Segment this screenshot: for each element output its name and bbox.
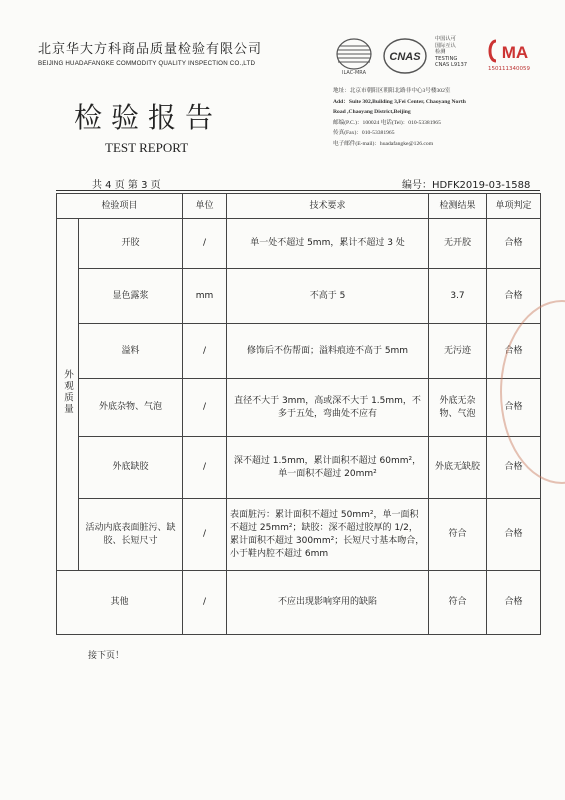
zip-tel: 邮编(P.C.)：100024 电话(Tel)：010-53381965 [333,119,441,126]
cell-requirement: 不高于 5 [227,269,429,324]
table-row [57,379,541,437]
cell-result: 无开胶 [429,219,487,269]
table-row [57,571,541,635]
page-title-en: TEST REPORT [105,140,189,155]
cell-unit: / [183,571,227,635]
cell-result: 外底无杂物、气泡 [429,379,487,437]
cell-requirement: 表面脏污：累计面积不超过 50mm²，单一面积不超过 25mm²；缺胶：深不超过胶厚的 1/2，累计面积不超过 300mm²；长短尺寸基本吻合，小于鞋内腔不超过 6mm [227,499,429,571]
cell-item: 显色露浆 [79,269,183,324]
cell-unit: / [183,437,227,499]
cnas-logo-icon [382,36,428,76]
cell-item: 溢料 [79,324,183,379]
cnas-caption-line: 国际互认 [435,42,456,49]
cell-item: 外底缺胶 [79,437,183,499]
cell-item: 外底杂物、气泡 [79,379,183,437]
cnas-logo-text: CNAS [389,51,421,63]
cell-result: 3.7 [429,269,487,324]
cell-unit: / [183,499,227,571]
cell-requirement: 修饰后不伤帮面；溢料痕迹不高于 5mm [227,324,429,379]
contact-block [333,86,538,149]
cell-verdict: 合格 [487,324,541,379]
cell-unit: mm [183,269,227,324]
table-header-row [57,194,541,219]
col-header-result: 检测结果 [429,194,487,219]
org-name-en: BEIJING HUADAFANGKE COMMODITY QUALITY INSPECTION CO.,LTD [38,60,256,67]
cell-unit: / [183,379,227,437]
col-header-unit: 单位 [183,194,227,219]
page-title: 检验报告 [74,101,223,134]
cell-requirement: 深不超过 1.5mm，累计面积不超过 60mm²，单一面积不超过 20mm² [227,437,429,499]
cell-item: 活动内底表面脏污、缺胶、长短尺寸 [79,499,183,571]
divider [56,190,540,191]
continued-note: 接下页！ [88,651,125,661]
cnas-caption-line: 检测 [435,49,446,56]
cell-verdict: 合格 [487,379,541,437]
inspection-table [56,193,541,635]
table-row [57,219,541,269]
cell-verdict: 合格 [487,571,541,635]
cell-verdict: 合格 [487,219,541,269]
table-row [57,437,541,499]
group-label-cell [57,219,79,571]
cnas-caption [435,36,467,69]
cma-number: 150111340059 [488,66,530,72]
cnas-caption-line: TESTING [435,55,458,62]
table-row [57,324,541,379]
cell-unit: / [183,324,227,379]
cell-item: 开胶 [79,219,183,269]
email: 电子邮件(E-mail)：huadafangke@126.com [333,140,434,147]
table-row [57,499,541,571]
cell-result: 无污迹 [429,324,487,379]
cnas-caption-line: 中国认可 [435,36,456,42]
svg-text:ILAC-MRA: ILAC-MRA [341,70,367,76]
ilac-logo-icon [332,36,376,76]
cell-result: 外底无缺胶 [429,437,487,499]
col-header-item: 检验项目 [57,194,183,219]
cell-requirement: 直径不大于 3mm，高或深不大于 1.5mm，不多于五处，弯曲处不应有 [227,379,429,437]
group-label: 外观质量 [62,369,73,415]
org-name-cn: 北京华大方科商品质量检验有限公司 [38,42,263,57]
page-counter: 共 4 页 第 3 页 [92,180,161,191]
address-en-line-2: Road ,Chaoyang District,Beijing [333,109,411,115]
cma-logo-text: MA [501,43,529,62]
cell-result: 符合 [429,499,487,571]
cell-requirement: 单一处不超过 5mm，累计不超过 3 处 [227,219,429,269]
col-header-requirement: 技术要求 [227,194,429,219]
cell-verdict: 合格 [487,269,541,324]
cell-requirement: 不应出现影响穿用的缺陷 [227,571,429,635]
cnas-number: CNAS L9137 [435,62,468,69]
table-row [57,269,541,324]
cma-logo-icon [486,38,536,64]
cell-verdict: 合格 [487,499,541,571]
cell-verdict: 合格 [487,437,541,499]
cell-result: 符合 [429,571,487,635]
address-cn: 地址：北京市朝阳区朝阳北路非中心3号楼302室 [333,88,451,94]
address-en-line-1: Add：Suite 302,Building 3,Fei Center, Chaoyang North [333,98,466,105]
cell-unit: / [183,219,227,269]
report-number: 编号：HDFK2019-03-1588 [402,180,531,191]
cell-item: 其他 [57,571,183,635]
fax: 传真(Fax)：010-53381965 [333,130,395,136]
col-header-verdict: 单项判定 [487,194,541,219]
